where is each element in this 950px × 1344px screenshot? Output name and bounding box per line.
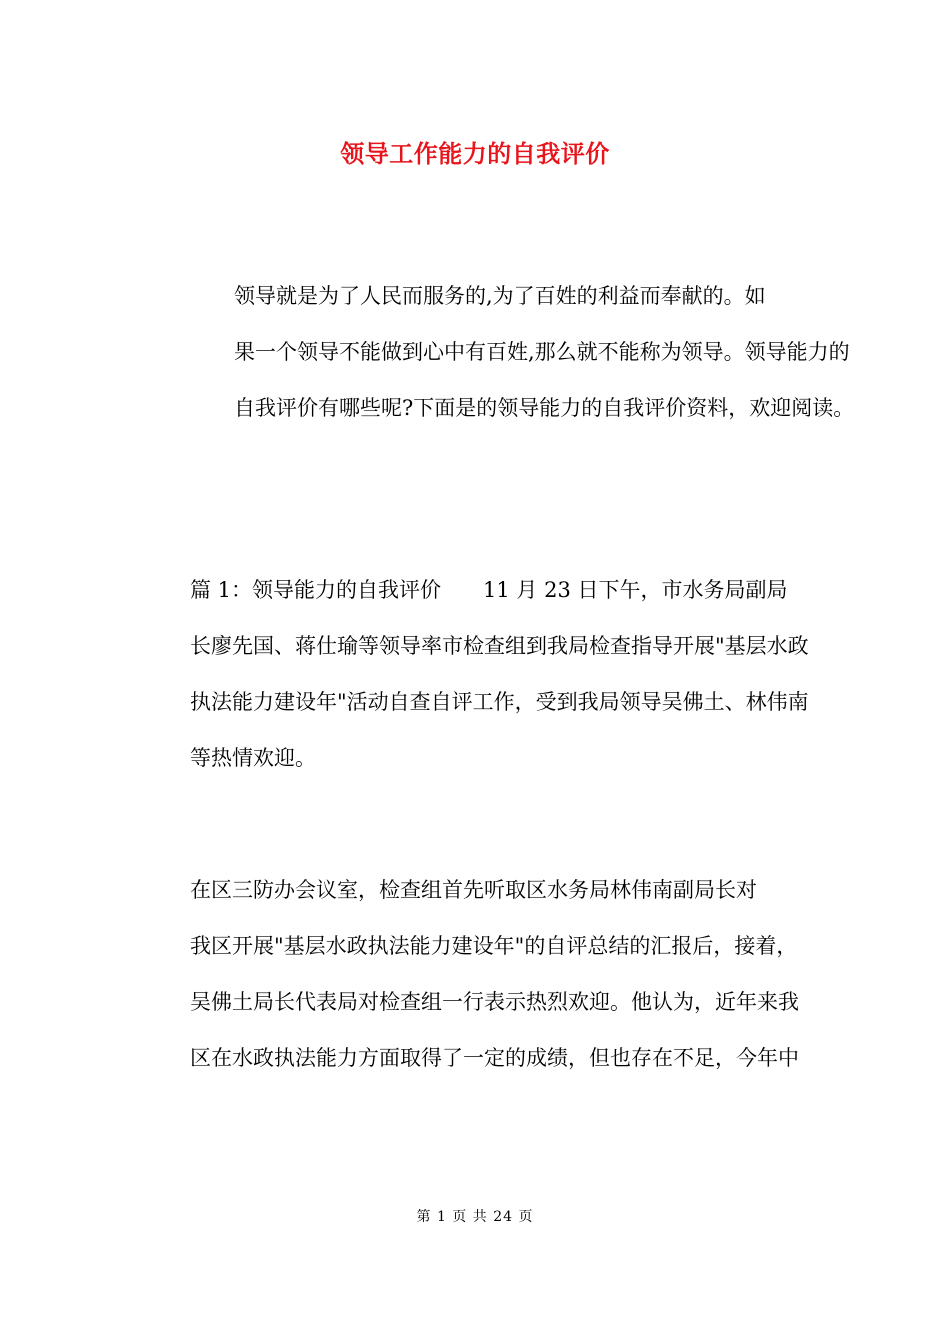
section-1-paragraph [146,562,810,786]
paragraph-line: 长廖先国、蒋仕瑜等领导率市检查组到我局检查指导开展"基层水政 [190,634,809,658]
paragraph-line: 在区三防办会议室，检查组首先听取区水务局林伟南副局长对 [190,878,757,902]
page-number-footer: 第 1 页 共 24 页 [416,1209,534,1225]
paragraph-line: 区在水政执法能力方面取得了一定的成绩，但也存在不足，今年中 [190,1046,799,1070]
paragraph-line: 果一个领导不能做到心中有百姓,那么就不能称为领导。领导能力的 [234,340,850,364]
intro-paragraph [146,268,855,436]
paragraph-line: 我区开展"基层水政执法能力建设年"的自评总结的汇报后，接着， [190,934,798,958]
paragraph-line: 篇 1：领导能力的自我评价 11 月 23 日下午，市水务局副局 [190,578,788,602]
paragraph-line: 吴佛土局长代表局对检查组一行表示热烈欢迎。他认为，近年来我 [190,990,799,1014]
document-title: 领导工作能力的自我评价 [340,139,610,168]
paragraph-line: 等热情欢迎。 [190,746,316,770]
paragraph-line: 自我评价有哪些呢?下面是的领导能力的自我评价资料，欢迎阅读。 [234,396,855,420]
paragraph-line: 执法能力建设年"活动自查自评工作，受到我局领导吴佛土、林伟南 [190,690,809,714]
meeting-paragraph [146,862,810,1086]
paragraph-line: 领导就是为了人民而服务的,为了百姓的利益而奉献的。如 [234,284,766,308]
